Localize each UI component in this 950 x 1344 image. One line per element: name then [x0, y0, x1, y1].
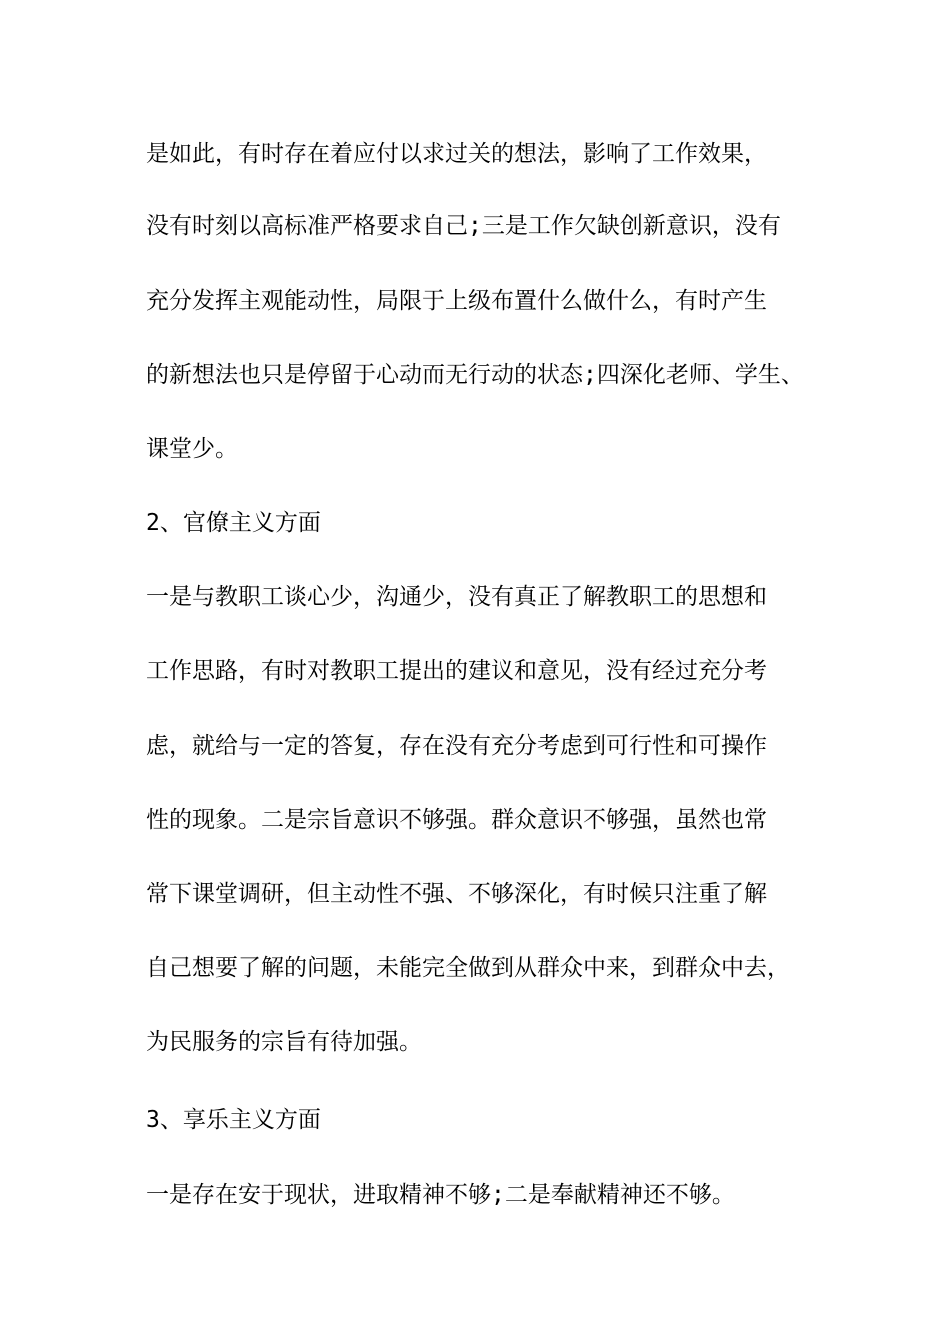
text-line-10: 性的现象。二是宗旨意识不够强。群众意识不够强，虽然也常 [146, 807, 767, 833]
text-line-9: 虑，就给与一定的答复，存在没有充分考虑到可行性和可操作 [146, 733, 767, 759]
text-line-1: 是如此，有时存在着应付以求过关的想法，影响了工作效果， [146, 141, 767, 167]
text-line-12: 自己想要了解的问题，未能完全做到从群众中来，到群众中去， [146, 955, 790, 981]
text-line-8: 工作思路，有时对教职工提出的建议和意见，没有经过充分考 [146, 658, 767, 684]
text-line-5: 课堂少。 [146, 436, 238, 462]
text-line-2: 没有时刻以高标准严格要求自己;三是工作欠缺创新意识，没有 [146, 213, 781, 239]
text-line-11: 常下课堂调研，但主动性不强、不够深化，有时候只注重了解 [146, 881, 767, 907]
section-heading-bureaucratism: 2、官僚主义方面 [146, 510, 321, 536]
text-line-13: 为民服务的宗旨有待加强。 [146, 1029, 422, 1055]
section-heading-hedonism: 3、享乐主义方面 [146, 1107, 321, 1133]
text-line-3: 充分发挥主观能动性，局限于上级布置什么做什么，有时产生 [146, 288, 767, 314]
text-line-7: 一是与教职工谈心少，沟通少，没有真正了解教职工的思想和 [146, 584, 767, 610]
text-line-4: 的新想法也只是停留于心动而无行动的状态;四深化老师、学生、 [146, 362, 804, 388]
text-line-15: 一是存在安于现状，进取精神不够;二是奉献精神还不够。 [146, 1182, 735, 1208]
